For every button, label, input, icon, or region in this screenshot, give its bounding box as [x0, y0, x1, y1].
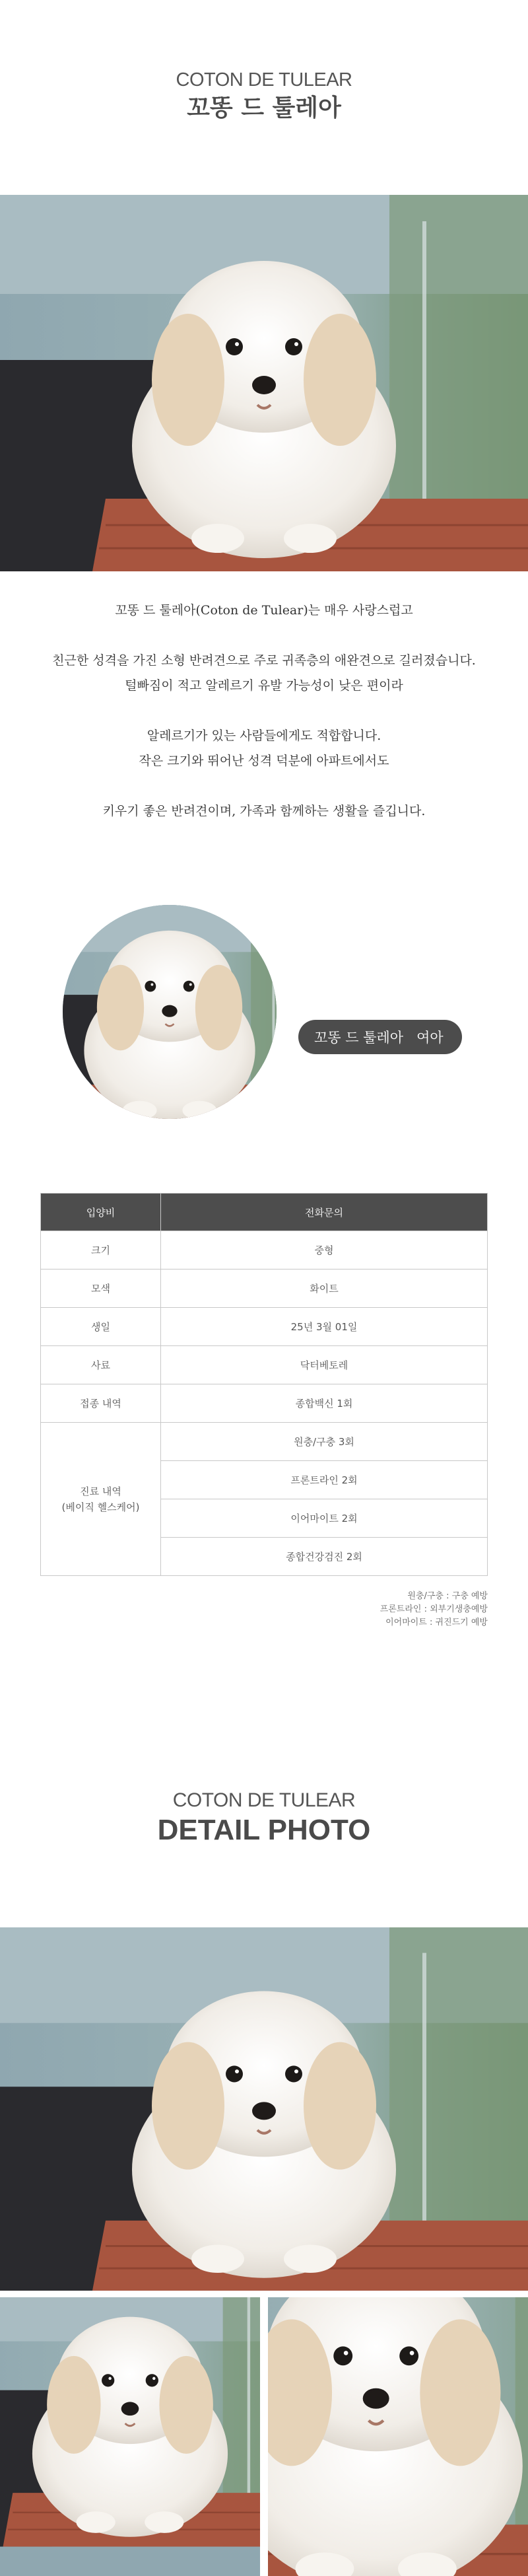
table-row [41, 1231, 488, 1270]
profile-badge [298, 1020, 462, 1054]
header-section [0, 68, 528, 124]
row-value: 25년 3월 01일 [161, 1308, 488, 1346]
table-row [41, 1384, 488, 1423]
care-item: 이어마이트 2회 [161, 1499, 488, 1538]
care-item: 프론트라인 2회 [161, 1461, 488, 1499]
table-row [41, 1270, 488, 1308]
detail-photo-right [268, 2297, 528, 2576]
table-row [41, 1346, 488, 1384]
hero-photo [0, 195, 528, 571]
note-line: 이어마이트 : 귀진드기 예방 [385, 1618, 488, 1628]
detail-eng-title: COTON DE TULEAR [172, 1789, 356, 1811]
table-row [41, 1423, 488, 1461]
description-line: 친근한 성격을 가진 소형 반려견으로 주로 귀족층의 애완견으로 길러졌습니다. [52, 653, 476, 668]
care-item: 종합건강검진 2회 [161, 1538, 488, 1576]
row-value: 화이트 [161, 1270, 488, 1308]
note-line: 원충/구충 : 구충 예방 [407, 1591, 488, 1601]
row-label: 크기 [41, 1231, 161, 1270]
detail-photo-large [0, 1927, 528, 2291]
description [0, 598, 528, 824]
price-header: 입양비 [41, 1194, 161, 1231]
row-value: 닥터베토레 [161, 1346, 488, 1384]
note-line: 프론트라인 : 외부기생충예방 [380, 1604, 488, 1614]
description-line: 털빠짐이 적고 알레르기 유발 가능성이 낮은 편이라 [125, 678, 403, 693]
description-line: 꼬똥 드 툴레아(Coton de Tulear)는 매우 사랑스럽고 [115, 603, 413, 618]
row-label: 모색 [41, 1270, 161, 1308]
row-value: 중형 [161, 1231, 488, 1270]
profile-photo [63, 905, 277, 1119]
description-line: 키우기 좋은 반려견이며, 가족과 함께하는 생활을 즐깁니다. [102, 804, 426, 818]
row-label: 사료 [41, 1346, 161, 1384]
notes [380, 1590, 488, 1629]
detail-photo-left [0, 2297, 260, 2576]
gender-label: 여아 [416, 1030, 444, 1046]
care-label-line: (베이직 헬스케어) [61, 1501, 140, 1513]
detail-big-title: DETAIL PHOTO [157, 1814, 371, 1846]
row-value: 종합백신 1회 [161, 1384, 488, 1423]
header-eng-title: COTON DE TULEAR [176, 69, 352, 90]
row-label: 접종 내역 [41, 1384, 161, 1423]
detail-section-title [0, 1788, 528, 1847]
care-item: 원충/구충 3회 [161, 1423, 488, 1461]
info-table [40, 1193, 488, 1576]
row-label: 생일 [41, 1308, 161, 1346]
price-value: 전화문의 [161, 1194, 488, 1231]
description-line: 알레르기가 있는 사람들에게도 적합합니다. [147, 729, 381, 743]
breed-name: 꼬똥 드 툴레아 [314, 1030, 404, 1046]
header-kor-title: 꼬똥 드 툴레아 [187, 94, 341, 122]
care-label-line: 진료 내역 [80, 1485, 121, 1497]
table-row [41, 1308, 488, 1346]
description-line: 작은 크기와 뛰어난 성격 덕분에 아파트에서도 [139, 754, 389, 768]
care-label [41, 1423, 161, 1576]
table-header-row [41, 1194, 488, 1231]
